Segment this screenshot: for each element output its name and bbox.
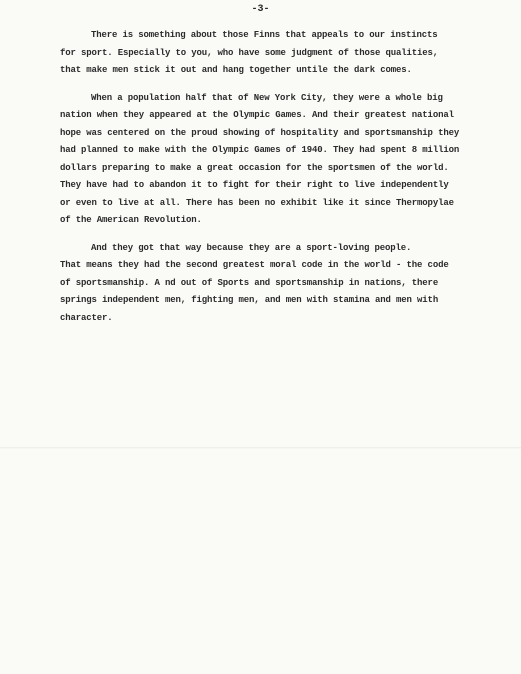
text-line: of sportsmanship. A nd out of Sports and sportsmanship in nations, there [60,277,439,288]
paper-fold-line [0,447,521,449]
text-line: When a population half that of New York City, they were a whole big [91,92,443,103]
text-line: character. [60,312,113,323]
text-line: springs independent men, fighting men, and men with stamina and men with [60,295,439,305]
text-line: That means they had the second greatest moral code in the world - the code [60,260,449,270]
paragraph-1 [60,27,480,80]
text-line: And they got that way because they are a sport-loving people. [91,242,412,253]
text-line: There is something about those Finns that appeals to our instincts [91,30,438,40]
text-line: They have had to abandon it to fight for their right to live independently [60,180,449,190]
text-line: hope was centered on the proud showing of hospitality and sportsmanship they [60,127,460,138]
text-line: that make men stick it out and hang together untile the dark comes. [60,65,412,75]
page-number: -3- [251,4,270,15]
text-line: or even to live at all. There has been no exhibit like it since Thermopylae [60,197,454,208]
paragraph-3 [60,240,480,328]
text-line: nation when they appeared at the Olympic Games. And their greatest national [60,110,454,120]
text-line: for sport. Especially to you, who have some judgment of those qualities, [60,47,439,58]
paragraph-2 [60,90,480,230]
text-line: dollars preparing to make a great occasion for the sportsmen of the world. [60,162,449,173]
text-line: had planned to make with the Olympic Games of 1940. They had spent 8 million [60,145,460,155]
text-line: of the American Revolution. [60,215,202,225]
document-body [60,27,480,337]
